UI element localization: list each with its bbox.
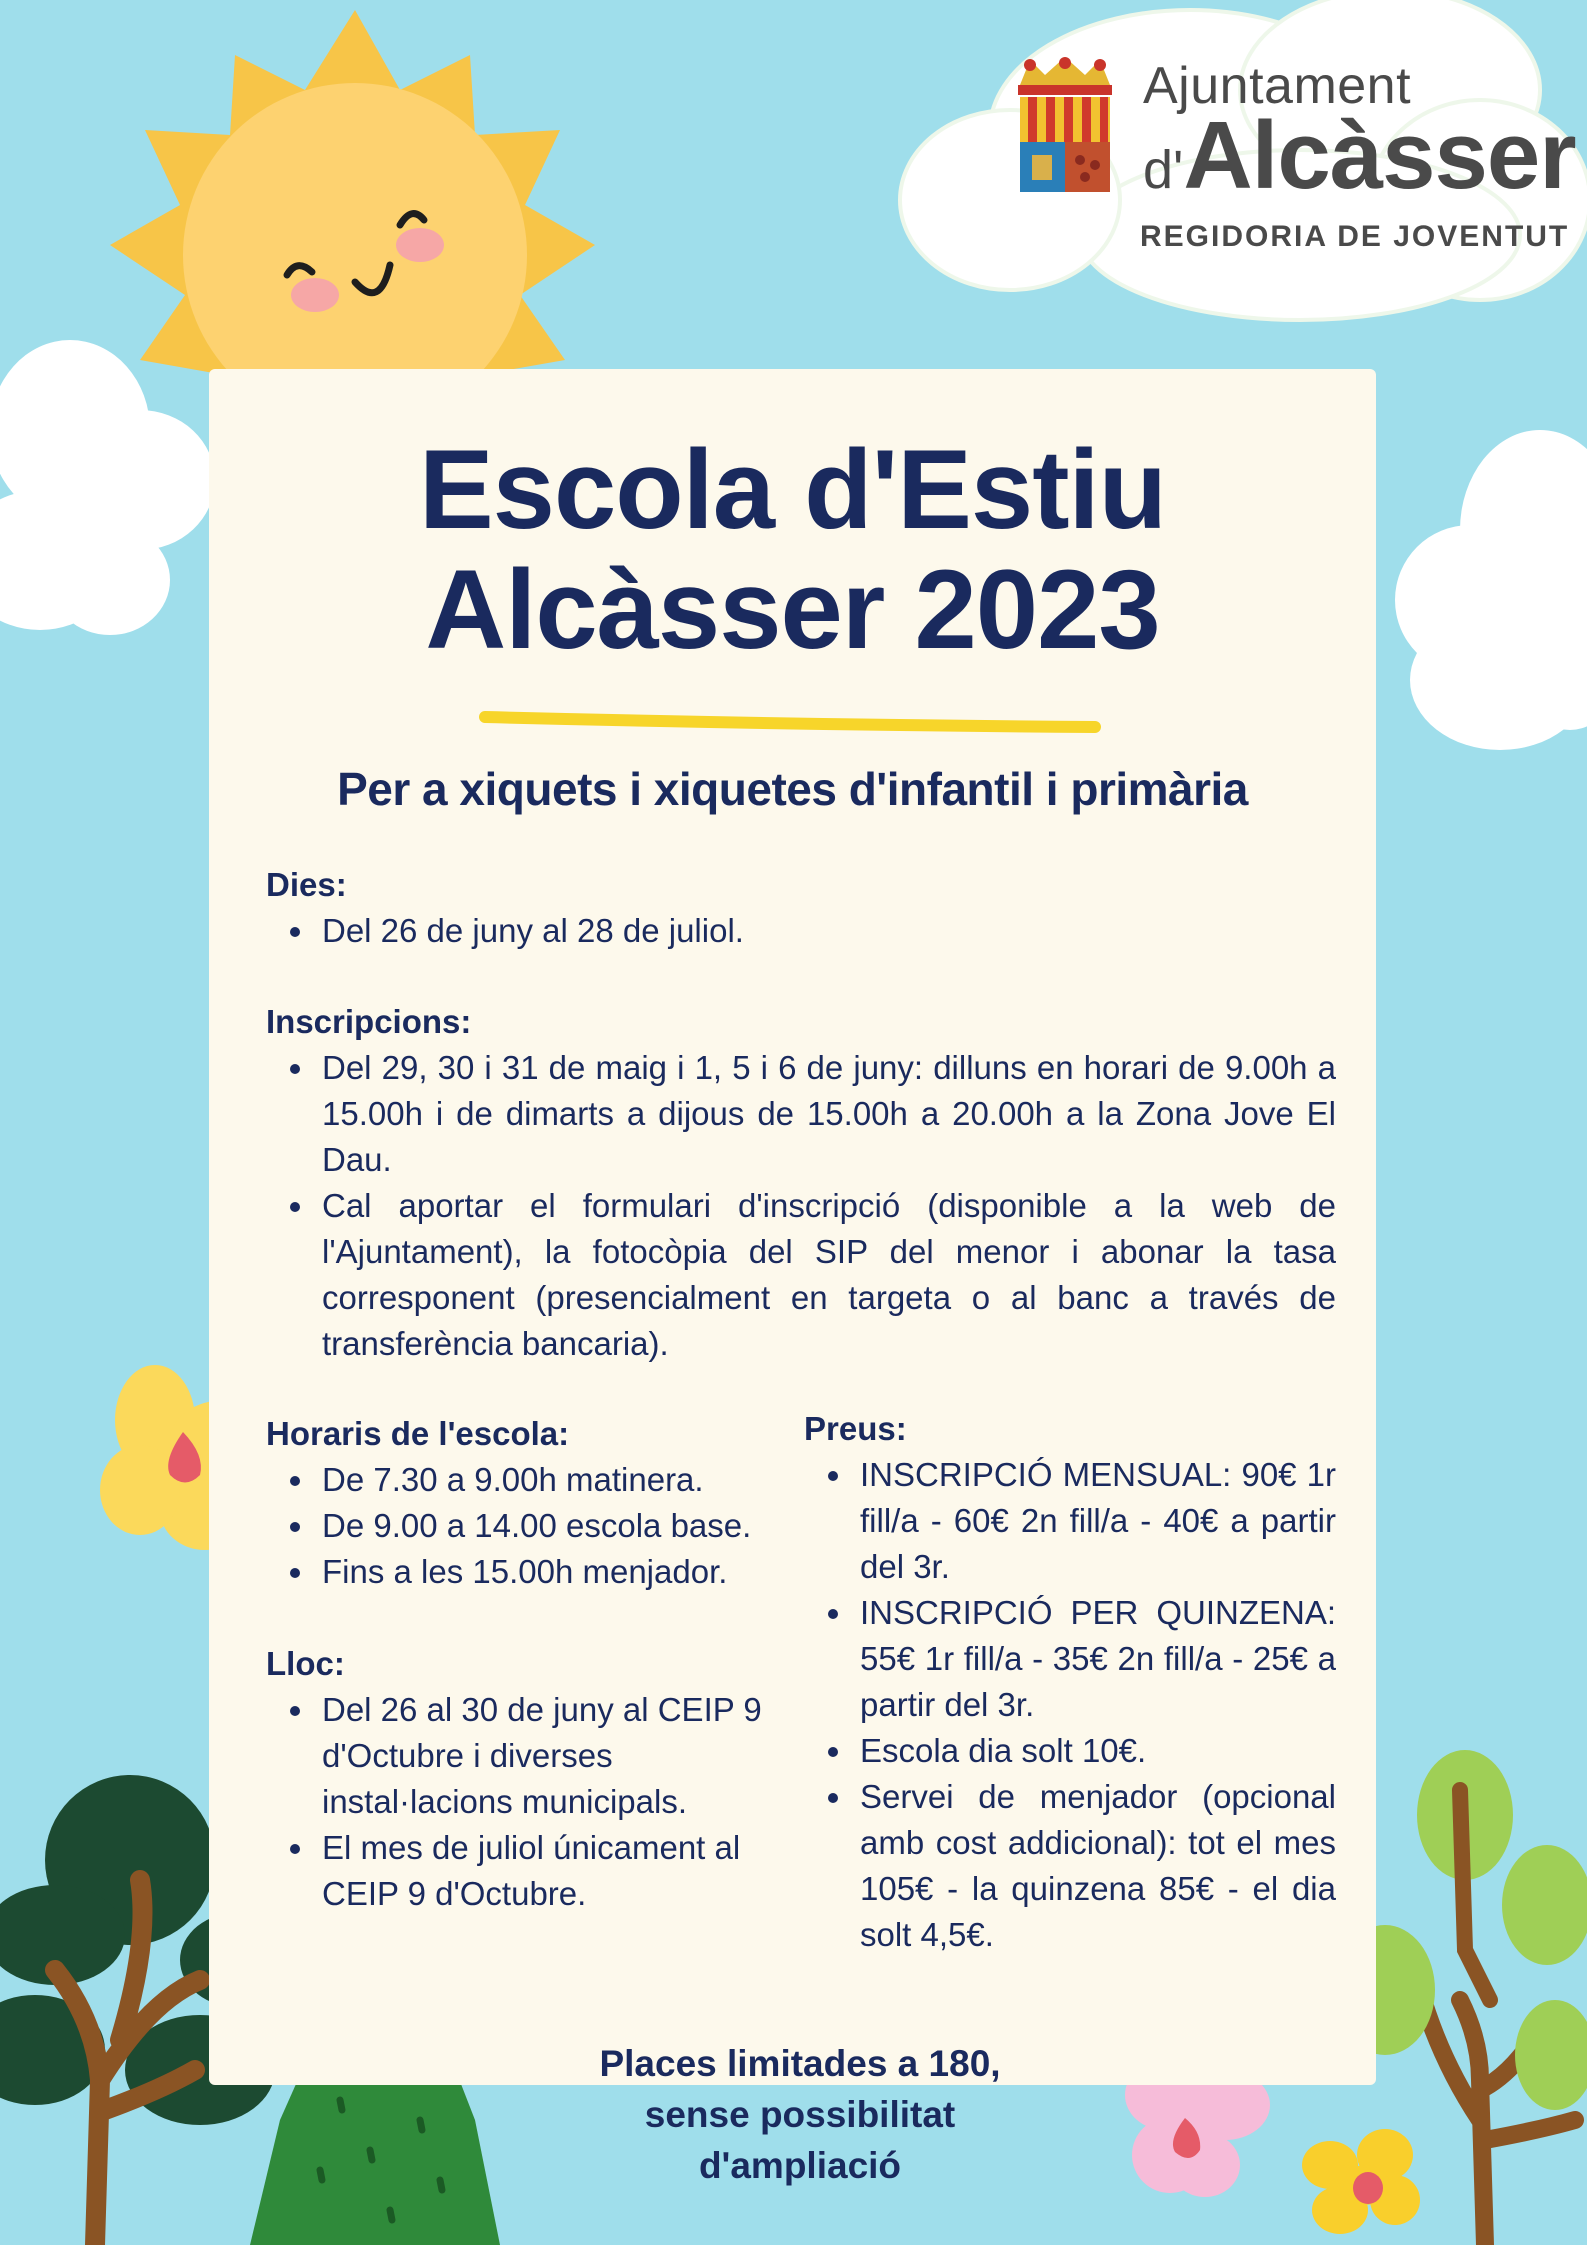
list-item: INSCRIPCIÓ MENSUAL: 90€ 1r fill/a - 60€ 2n fill/a - 40€ a partir del 3r. (804, 1452, 1336, 1590)
page-subtitle: Per a xiquets i xiquetes d'infantil i primària (337, 763, 1248, 815)
section-heading: Inscripcions: (266, 1003, 472, 1040)
section-horaris (266, 1415, 786, 1595)
page-title-line1: Escola d'Estiu (418, 427, 1167, 552)
list-item: Servei de menjador (opcional amb cost addicional): tot el mes 105€ - la quinzena 85€ - el dia solt 4,5€. (804, 1774, 1336, 1958)
section-preus (804, 1410, 1336, 1958)
list-item: El mes de juliol únicament al CEIP 9 d'Octubre. (266, 1825, 766, 1917)
section-heading: Dies: (266, 866, 347, 903)
list-item: Cal aportar el formulari d'inscripció (disponible a la web de l'Ajuntament), la fotocòpia del SIP del menor i abonar la tasa corresponent (presencialment en targeta o al banc a través de transferència bancaria). (266, 1183, 1336, 1367)
list-item: Del 29, 30 i 31 de maig i 1, 5 i 6 de juny: dilluns en horari de 9.00h a 15.00h i de dimarts a dijous de 15.00h a 20.00h a la Zona Jove El Dau. (266, 1045, 1336, 1183)
list-item: Fins a les 15.00h menjador. (266, 1549, 786, 1595)
section-heading: Horaris de l'escola: (266, 1415, 570, 1452)
section-dies (266, 866, 1346, 954)
places-line1: Places limitades a 180, (599, 2043, 1001, 2084)
list-item: Del 26 al 30 de juny al CEIP 9 d'Octubre i diverses instal·lacions municipals. (266, 1687, 766, 1825)
coat-of-arms-icon (1010, 55, 1120, 205)
section-lloc (266, 1645, 766, 1917)
list-item: Del 26 de juny al 28 de juliol. (266, 908, 1346, 954)
logo-ajuntament: Ajuntament (1143, 57, 1412, 115)
logo-alcasser (1143, 102, 1576, 209)
places-line3: d'ampliació (698, 2145, 902, 2186)
places-line2: sense possibilitat (644, 2094, 956, 2135)
section-heading: Lloc: (266, 1645, 345, 1682)
section-heading: Preus: (804, 1410, 907, 1447)
list-item: INSCRIPCIÓ PER QUINZENA: 55€ 1r fill/a - 35€ 2n fill/a - 25€ a partir del 3r. (804, 1590, 1336, 1728)
page-title-line2: Alcàsser 2023 (425, 547, 1160, 672)
logo-town: Alcàsser (1183, 102, 1576, 209)
logo-prefix: d' (1143, 140, 1184, 200)
logo-regidoria: REGIDORIA DE JOVENTUT (1140, 220, 1570, 253)
places-notice (500, 2038, 1100, 2191)
list-item: De 7.30 a 9.00h matinera. (266, 1457, 786, 1503)
list-item: Escola dia solt 10€. (804, 1728, 1336, 1774)
section-inscripcions (266, 1003, 1336, 1367)
list-item: De 9.00 a 14.00 escola base. (266, 1503, 786, 1549)
